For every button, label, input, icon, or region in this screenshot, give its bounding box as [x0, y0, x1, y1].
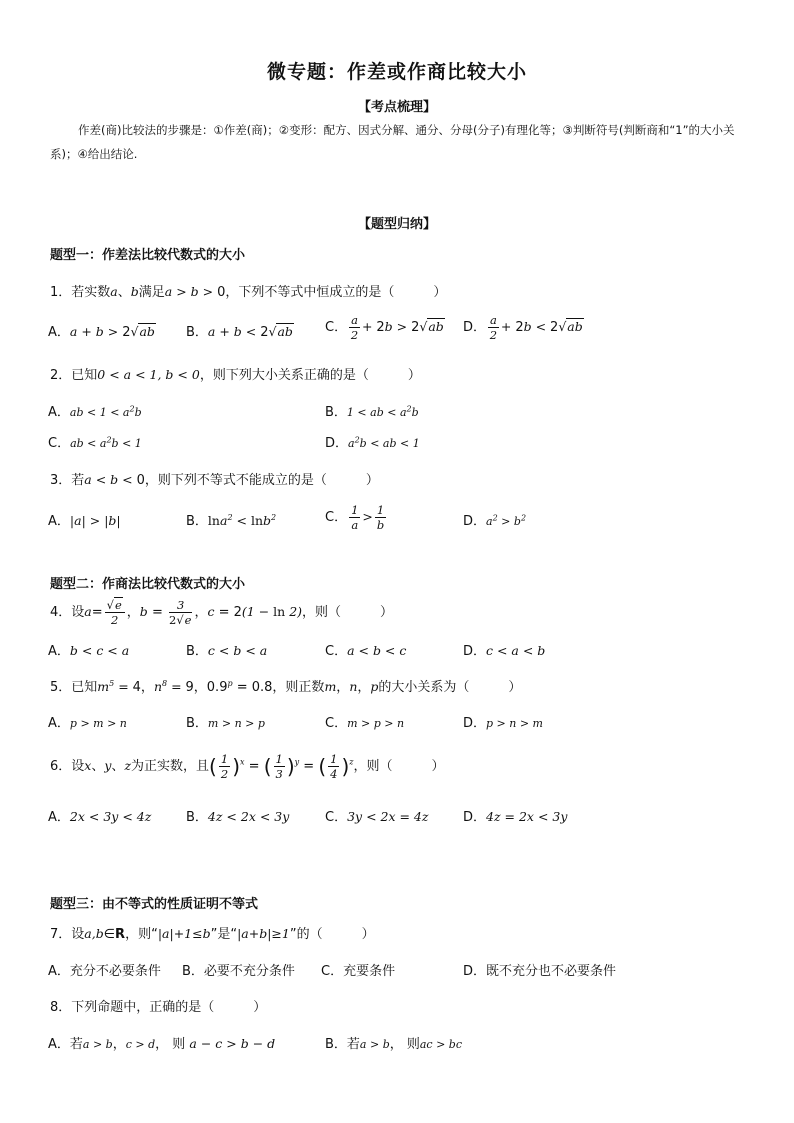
q7-option-b: B．必要不充分条件 — [182, 964, 295, 979]
type-heading-2: 题型二：作商法比较代数式的大小 — [50, 577, 246, 592]
question-2: 2．已知0 < a < 1, b < 0，则下列大小关系正确的是（ ） — [50, 367, 421, 383]
q7-option-d: D．既不充分也不必要条件 — [463, 964, 617, 979]
q2-option-b: B．1 < ab < $a^2b$ — [325, 404, 419, 420]
q2-option-d: D．$a^2b$ < ab < 1 — [325, 435, 420, 451]
q1-option-d: D． $\frac{a}{2}$ + 2b < 2√ab — [463, 313, 583, 342]
q2-option-a: A．ab < $1 < a^2b$ — [48, 404, 142, 420]
question-8: 8．下列命题中，正确的是（ ） — [50, 1000, 267, 1015]
q6-option-a: A．2x < 3y < 4z — [48, 809, 152, 825]
q3-option-c: C． $\frac{1}{a}$ > $\frac{1}{b}$ — [325, 503, 385, 532]
q7-option-c: C．充要条件 — [321, 964, 396, 979]
type-heading-1: 题型一：作差法比较代数式的大小 — [50, 248, 246, 263]
q3-option-a: A．|a| > |b| — [48, 513, 121, 529]
question-7: 7．设a,b∈R，则“|a|+1≤b”是“|a+b|≥1”的（ ） — [50, 926, 375, 942]
q5-option-c: C．m > p > n — [325, 716, 405, 731]
intro-text: 作差(商)比较法的步骤是：①作差(商)；②变形：配方、因式分解、通分、分母(分子)有理化等；③判断符号(判断商和“1”的大小关系)；④给出结论. — [50, 123, 735, 161]
q8-option-b: B．若a > b， 则ac > bc — [325, 1037, 463, 1052]
q3-option-b: B．lna$^2$ < lnb$^2$ — [186, 512, 277, 529]
q4-option-c: C．a < b < c — [325, 643, 407, 659]
section-kaodian: 【考点梳理】 — [357, 100, 436, 115]
q4-option-d: D．c < a < b — [463, 643, 546, 659]
page-title: 微专题：作差或作商比较大小 — [266, 61, 527, 83]
q1-option-c: C． $\frac{a}{2}$ + 2b > 2√ab — [325, 313, 444, 342]
question-5: 5．已知$m^5 = 4$，$n^8 = 9$，$0.9^p = 0.8$，则正数m，n，p的大小关系为（ ） — [50, 678, 522, 695]
q3-option-d: D．$a^2 > b^2$ — [463, 513, 527, 529]
q4-option-b: B．c < b < a — [186, 643, 268, 659]
question-1: 1．若实数a、b满足a > b > 0，下列不等式中恒成立的是（ ） — [50, 284, 447, 300]
q6-option-b: B．4z < 2x < 3y — [186, 809, 290, 825]
q7-option-a: A．充分不必要条件 — [48, 964, 161, 979]
question-3: 3．若a < b < 0，则下列不等式不能成立的是（ ） — [50, 472, 379, 488]
q5-option-d: D．p > n > m — [463, 716, 543, 731]
q6-option-d: D．4z = 2x < 3y — [463, 809, 568, 825]
q1-option-a: A．a + b > 2√ab — [48, 324, 155, 340]
section-tixing: 【题型归纳】 — [357, 217, 436, 232]
q5-option-a: A．p > m > n — [48, 716, 127, 731]
q6-option-c: C．3y < 2x = 4z — [325, 809, 429, 825]
q5-option-b: B．m > n > p — [186, 716, 265, 731]
q8-option-a: A．若a > b，c > d， 则 a − c > b − d — [48, 1036, 276, 1052]
question-6: 6．设x、y、z为正实数，且( $\frac{1}{2}$ )$^x$ = ( $\frac{1}{3}$ )$^y$ = ( $\frac{1}{4}$ )$^z$，则（ ） — [50, 752, 445, 781]
q2-option-c: C．ab < $a^2b < 1$ — [48, 435, 142, 451]
q1-option-b: B．a + b < 2√ab — [186, 324, 293, 340]
question-4: 4．设a= $\frac{√e}{2}$ ，b = $\frac{3}{2√e}$ ，c = 2(1 − ln 2)，则（ ） — [50, 598, 394, 627]
type-heading-3: 题型三：由不等式的性质证明不等式 — [50, 897, 259, 912]
q4-option-a: A．b < c < a — [48, 643, 130, 659]
